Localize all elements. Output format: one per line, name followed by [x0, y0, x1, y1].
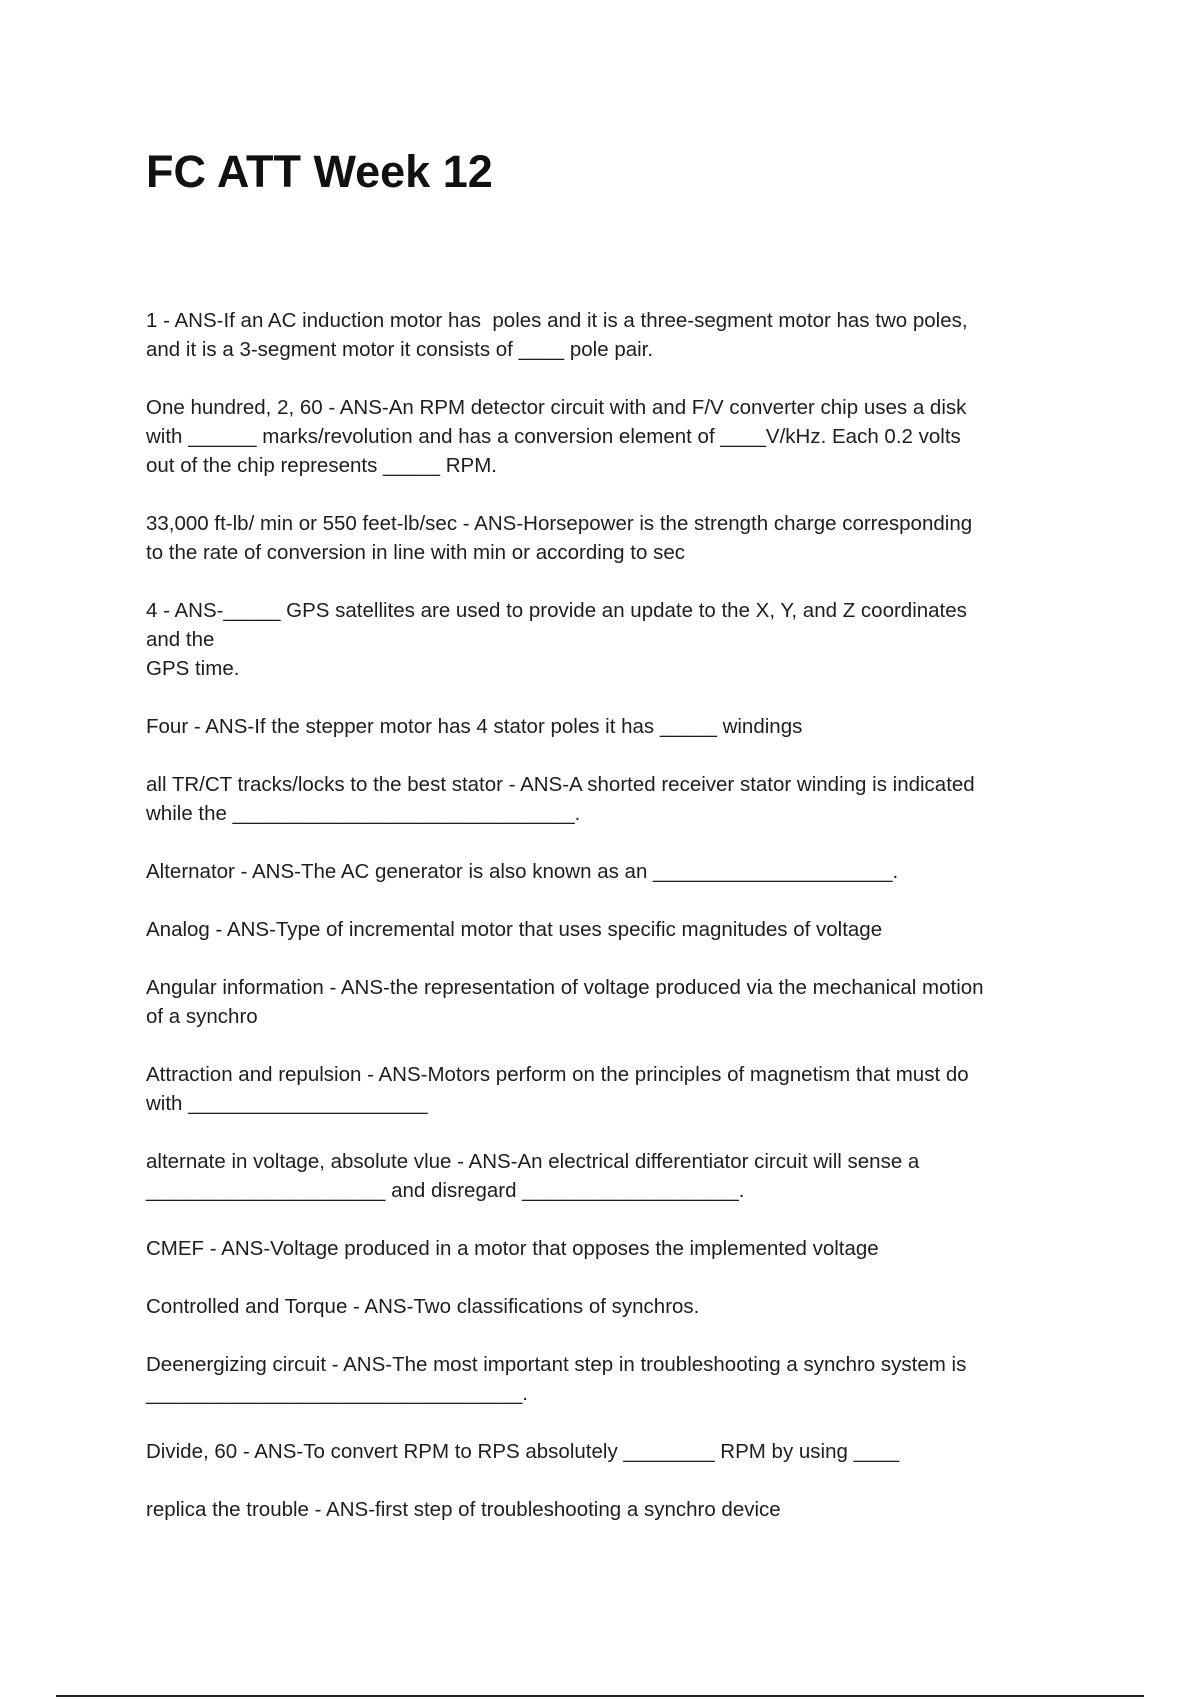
flashcard-entry-7: Alternator - ANS-The AC generator is also known as an _____________________.: [146, 860, 899, 883]
flashcard-entry-4: 4 - ANS-_____ GPS satellites are used to provide an update to the X, Y, and Z coordinates and the GPS time.: [146, 599, 967, 680]
flashcard-entry-11: alternate in voltage, absolute vlue - ANS-An electrical differentiator circuit will sense a _____________________ and disregard ___________________.: [146, 1150, 920, 1202]
flashcard-entry-14: Deenergizing circuit - ANS-The most important step in troubleshooting a synchro system is _________________________________.: [146, 1353, 967, 1405]
flashcard-entry-1: 1 - ANS-If an AC induction motor has poles and it is a three-segment motor has two poles, and it is a 3-segment motor it consists of ____ pole pair.: [146, 309, 968, 361]
flashcard-entry-13: Controlled and Torque - ANS-Two classifications of synchros.: [146, 1295, 700, 1318]
flashcard-entry-8: Analog - ANS-Type of incremental motor that uses specific magnitudes of voltage: [146, 918, 883, 941]
flashcard-list: [146, 306, 1066, 1553]
flashcard-entry-15: Divide, 60 - ANS-To convert RPM to RPS absolutely ________ RPM by using ____: [146, 1440, 900, 1463]
flashcard-entry-9: Angular information - ANS-the representation of voltage produced via the mechanical motion of a synchro: [146, 976, 984, 1028]
flashcard-entry-16: replica the trouble - ANS-first step of troubleshooting a synchro device: [146, 1498, 781, 1521]
flashcard-entry-2: One hundred, 2, 60 - ANS-An RPM detector circuit with and F/V converter chip uses a disk with ______ marks/revolution and has a conversion element of ____V/kHz. Each 0.2 volts out of the chip represents _____ RPM.: [146, 396, 967, 477]
flashcard-entry-10: Attraction and repulsion - ANS-Motors perform on the principles of magnetism that must do with _____________________: [146, 1063, 969, 1115]
flashcard-entry-3: 33,000 ft-lb/ min or 550 feet-lb/sec - ANS-Horsepower is the strength charge corresponding to the rate of conversion in line with min or according to sec: [146, 512, 973, 564]
footer-divider: [56, 1695, 1144, 1697]
page-title: FC ATT Week 12: [146, 146, 493, 197]
flashcard-entry-12: CMEF - ANS-Voltage produced in a motor that opposes the implemented voltage: [146, 1237, 879, 1260]
flashcard-entry-6: all TR/CT tracks/locks to the best stator - ANS-A shorted receiver stator winding is indicated while the ______________________________.: [146, 773, 975, 825]
flashcard-entry-5: Four - ANS-If the stepper motor has 4 stator poles it has _____ windings: [146, 715, 803, 738]
